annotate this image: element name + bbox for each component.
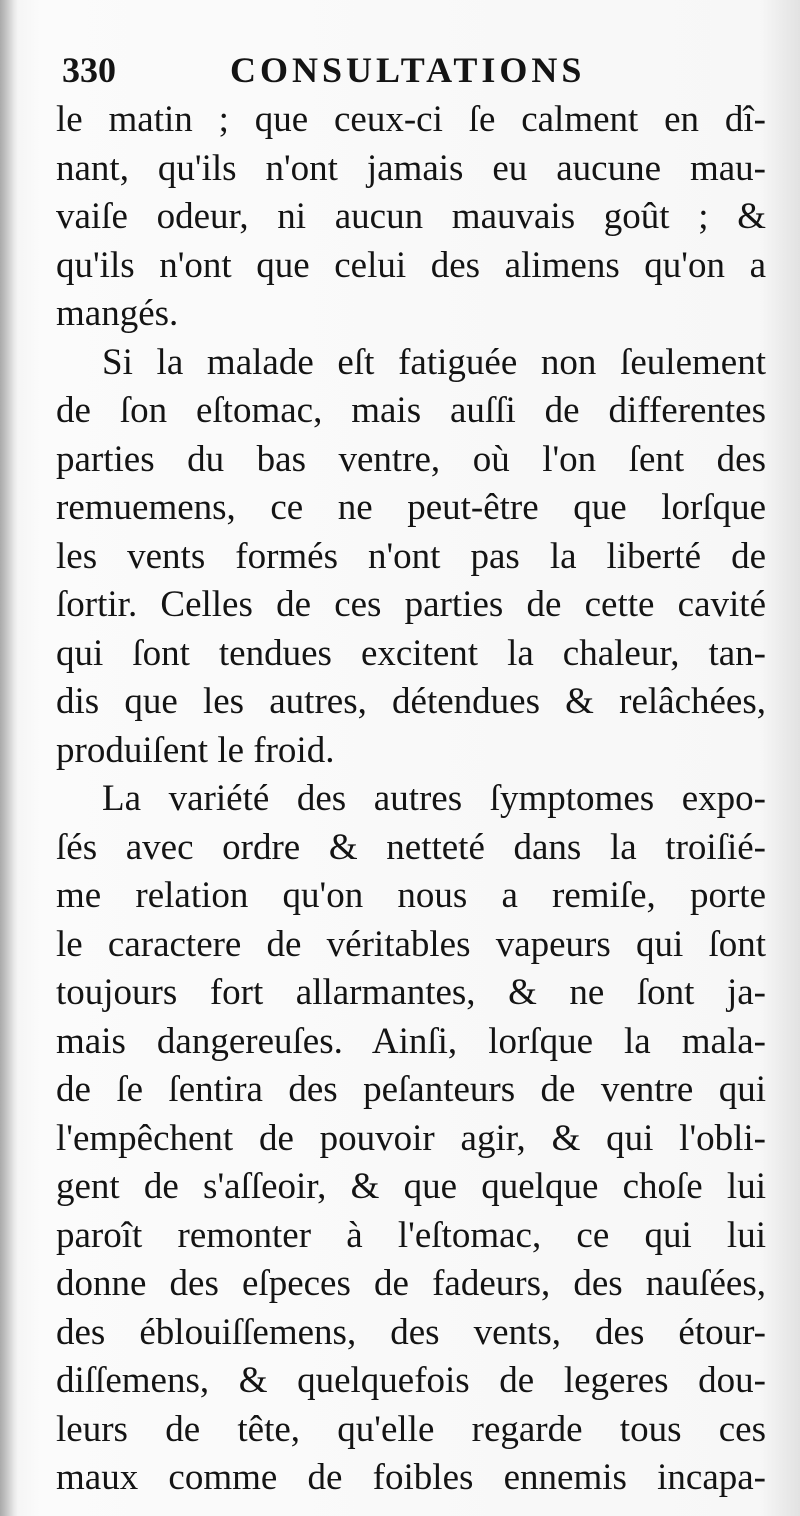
body-text xyxy=(56,96,766,1503)
text-line: maux comme de foibles ennemis incapa- xyxy=(56,1457,766,1498)
text-line: donne des eſpeces de fadeurs, des nauſées, xyxy=(56,1263,766,1304)
page-header xyxy=(62,44,770,96)
text-line: qu'ils n'ont que celui des alimens qu'on a xyxy=(56,244,766,286)
text-line: remuemens, ce ne peut-être que lorſque xyxy=(56,487,766,528)
text-line: dis que les autres, détendues & relâchées, xyxy=(56,681,766,722)
page-gutter-shadow xyxy=(0,0,18,1516)
text-line: me relation qu'on nous a remiſe, porte xyxy=(56,875,766,916)
text-line: ſés avec ordre & netteté dans la troiſié- xyxy=(56,826,766,868)
text-line: le caractere de véritables vapeurs qui ſont xyxy=(56,923,766,965)
text-line: mangés. xyxy=(56,293,179,334)
text-line: toujours fort allarmantes, & ne ſont ja- xyxy=(56,972,766,1013)
text-line: paroît remonter à l'eſtomac, ce qui lui xyxy=(56,1214,766,1256)
text-line: vaiſe odeur, ni aucun mauvais goût ; & xyxy=(56,196,766,237)
text-line: nant, qu'ils n'ont jamais eu aucune mau- xyxy=(56,147,766,189)
text-line: ſortir. Celles de ces parties de cette cavité xyxy=(56,584,766,625)
text-line: de ſon eſtomac, mais auſſi de differentes xyxy=(56,390,766,431)
text-line: gent de s'aſſeoir, & que quelque choſe lui xyxy=(56,1166,766,1207)
running-head: CONSULTATIONS xyxy=(230,50,586,90)
text-line: qui ſont tendues excitent la chaleur, tan- xyxy=(56,632,766,674)
text-line: des éblouiſſemens, des vents, des étour- xyxy=(56,1311,766,1353)
text-line: de ſe ſentira des peſanteurs de ventre qui xyxy=(56,1069,766,1110)
text-line: diſſemens, & quelquefois de legeres dou- xyxy=(56,1360,766,1401)
page-number: 330 xyxy=(62,50,116,90)
text-line: mais dangereuſes. Ainſi, lorſque la mala- xyxy=(56,1020,766,1062)
text-line: l'empêchent de pouvoir agir, & qui l'obli- xyxy=(56,1117,766,1159)
text-line: leurs de tête, qu'elle regarde tous ces xyxy=(56,1408,766,1450)
text-line: le matin ; que ceux-ci ſe calment en dî- xyxy=(56,99,766,140)
text-line: les vents formés n'ont pas la liberté de xyxy=(56,535,766,577)
paragraph-start-line: La variété des autres ſymptomes expo- xyxy=(102,778,766,819)
text-line: produiſent le froid. xyxy=(56,729,335,771)
text-line: parties du bas ventre, où l'on ſent des xyxy=(56,438,766,480)
paragraph-start-line: Si la malade eſt fatiguée non ſeulement xyxy=(102,341,766,383)
